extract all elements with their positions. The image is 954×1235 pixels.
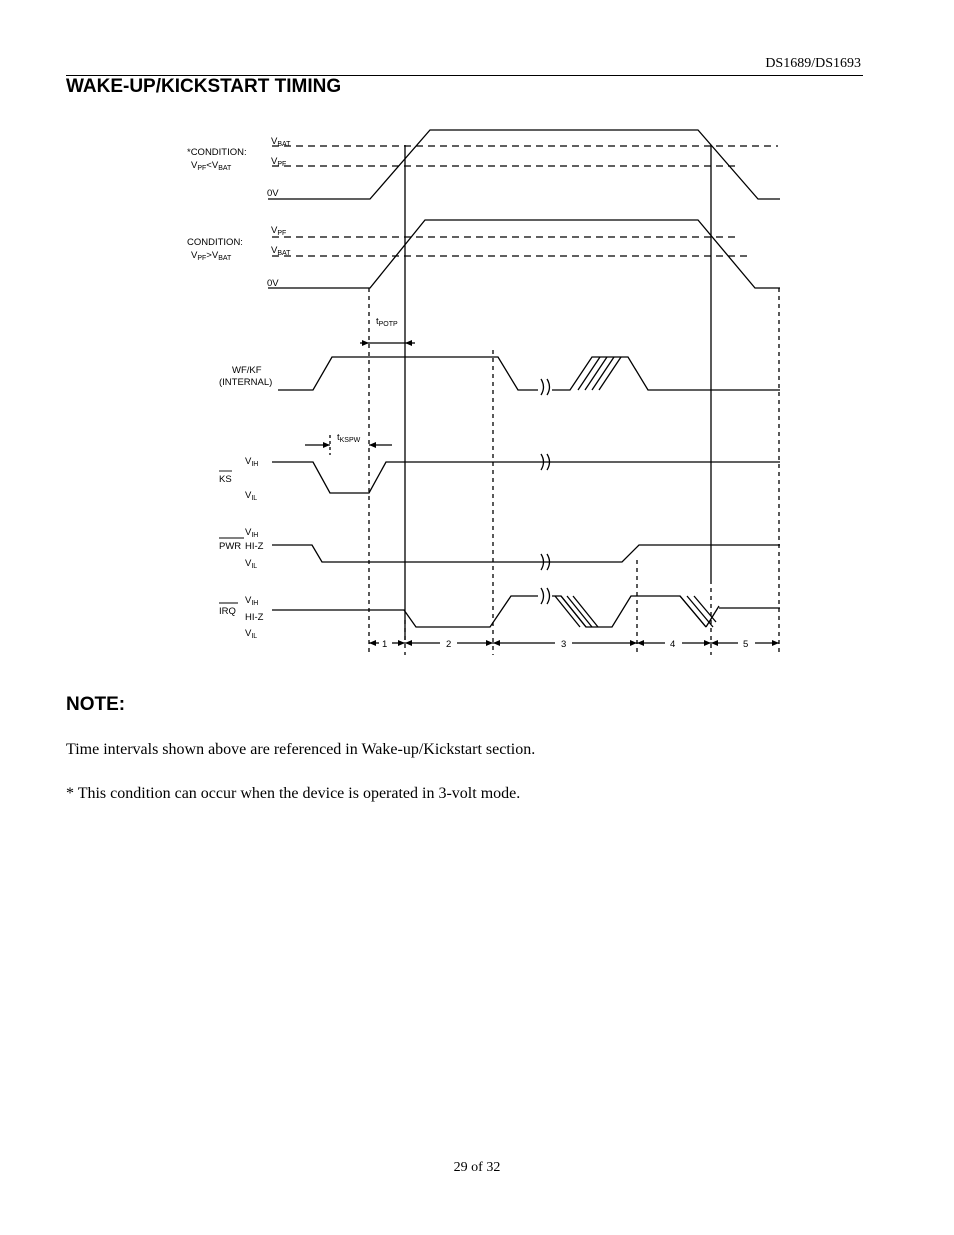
irq-hatch-1 <box>561 596 586 627</box>
power-waveform-2 <box>268 220 780 288</box>
arrowhead-kspw-right <box>369 442 376 448</box>
pwr-hiz-label: HI-Z <box>245 541 264 552</box>
arrowhead-int2-left <box>405 640 412 646</box>
wfkf-break-2 <box>547 379 550 395</box>
arrowhead-int3-right <box>630 640 637 646</box>
wfkf-waveform-b <box>552 357 780 390</box>
interval-label-3: 3 <box>561 639 567 650</box>
vpf-label-1: $V_{PF}$ <box>271 156 287 168</box>
zero-v-label-2: 0V <box>267 278 279 289</box>
wfkf-label-2: (INTERNAL) <box>219 377 273 388</box>
condition2-line1: CONDITION: <box>187 237 243 248</box>
note-heading: NOTE: <box>66 694 126 715</box>
irq-hatch-5 <box>680 596 706 627</box>
zero-v-label-1: 0V <box>267 188 279 199</box>
interval-label-1: 1 <box>382 639 388 650</box>
arrowhead-int3-left <box>493 640 500 646</box>
arrowhead-int4-right <box>704 640 711 646</box>
irq-rise <box>706 606 719 627</box>
vbat-label-1: $V_{BAT}$ <box>271 136 291 148</box>
irq-vih-label: $V_{IH}$ <box>245 595 259 607</box>
irq-break-2 <box>547 588 550 604</box>
ks-label: KS <box>219 474 232 485</box>
page-number: 29 of 32 <box>453 1160 501 1175</box>
pwr-waveform <box>272 545 780 562</box>
irq-hatch-2 <box>567 596 592 627</box>
condition1-line1: *CONDITION: <box>187 147 247 158</box>
irq-label: IRQ <box>219 606 236 617</box>
irq-break-1 <box>541 588 544 604</box>
pwr-vih-label: $V_{IH}$ <box>245 527 259 539</box>
irq-hiz-label: HI-Z <box>245 612 264 623</box>
interval-label-5: 5 <box>743 639 749 650</box>
timing-diagram <box>170 115 790 660</box>
arrowhead-int5-right <box>772 640 779 646</box>
arrowhead-int1-left <box>369 640 376 646</box>
vbat-label-2: $V_{BAT}$ <box>271 245 291 257</box>
condition1-line2: $V_{PF}<V_{BAT}$ <box>191 160 232 172</box>
irq-waveform-b <box>552 596 706 627</box>
wfkf-label-1: WF/KF <box>232 365 262 376</box>
interval-label-4: 4 <box>670 639 676 650</box>
section-title: WAKE-UP/KICKSTART TIMING <box>66 76 342 97</box>
pwr-vil-label: $V_{IL}$ <box>245 558 258 570</box>
document-id: DS1689/DS1693 <box>765 56 861 71</box>
wfkf-break-1 <box>541 379 544 395</box>
note-text-2: * This condition can occur when the device is operated in 3-volt mode. <box>66 785 521 802</box>
ks-vih-label: $V_{IH}$ <box>245 456 259 468</box>
arrowhead-int2-right <box>486 640 493 646</box>
ks-vil-label: $V_{IL}$ <box>245 490 258 502</box>
vpf-label-2: $V_{PF}$ <box>271 225 287 237</box>
arrowhead-int5-left <box>711 640 718 646</box>
arrowhead-potp-left <box>362 340 369 346</box>
arrowhead-kspw-left <box>323 442 330 448</box>
tpotp-label: $t_{POTP}$ <box>376 316 398 328</box>
pwr-label: PWR <box>219 541 242 552</box>
condition2-line2: $V_{PF}>V_{BAT}$ <box>191 250 232 262</box>
interval-label-2: 2 <box>446 639 452 650</box>
timing-diagram-svg <box>170 115 790 660</box>
irq-vil-label: $V_{IL}$ <box>245 628 258 640</box>
arrowhead-int1-right <box>398 640 405 646</box>
note-text-1: Time intervals shown above are referenced in Wake-up/Kickstart section. <box>66 741 536 758</box>
power-waveform-1 <box>268 130 780 199</box>
arrowhead-int4-left <box>637 640 644 646</box>
tkspw-label: $t_{KSPW}$ <box>337 432 361 444</box>
ks-waveform <box>272 462 780 493</box>
arrowhead-potp-right <box>405 340 412 346</box>
wfkf-waveform-a <box>278 357 538 390</box>
irq-hatch-6 <box>687 596 713 627</box>
